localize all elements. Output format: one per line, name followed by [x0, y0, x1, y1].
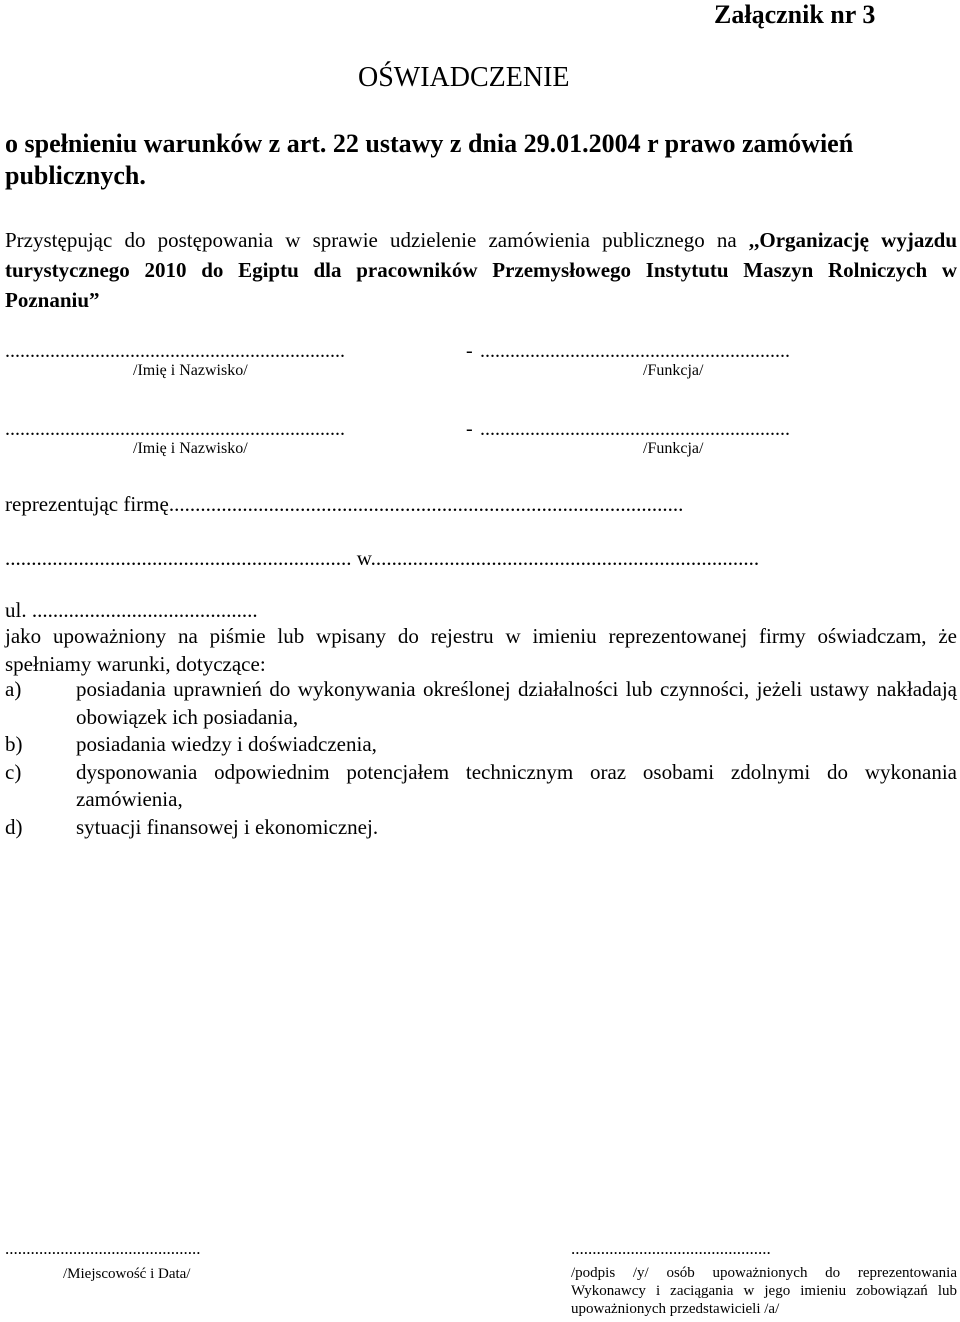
company-dots: .................................................................................................. [168, 492, 684, 516]
company-dots: .................................................................. [5, 546, 352, 570]
intro-paragraph [5, 225, 957, 315]
company-line [5, 492, 683, 517]
item-text: dysponowania odpowiednim potencjałem technicznym oraz osobami zdolnymi do wykonania zamówienia, [76, 759, 957, 811]
item-text: posiadania uprawnień do wykonywania określonej działalności lub czynności, jeżeli ustawy nakładają obowiązek ich posiadania, [76, 677, 957, 729]
company-dots: .......................................................................... [370, 546, 760, 570]
intro-prefix: Przystępując do postępowania w sprawie udzielenie zamówienia publicznego na [5, 228, 749, 252]
person-name-label: /Imię i Nazwisko/ [133, 440, 248, 457]
person-function-label: /Funkcja/ [643, 362, 704, 379]
list-item [5, 759, 957, 814]
declaration-text: jako upoważniony na piśmie lub wpisany do rejestru w imieniu reprezentowanej firmy oświadczam, że spełniamy warunki, dotyczące: [5, 624, 957, 676]
item-text: sytuacji finansowej i ekonomicznej. [76, 814, 379, 839]
company-location-line [5, 546, 759, 571]
person-function-dots: .............................................................. [480, 340, 790, 362]
signature-dots: ............................................... [571, 1239, 771, 1258]
person-separator: - [466, 418, 473, 440]
street-label: ul. [5, 598, 27, 622]
place-date-dots: .............................................. [5, 1239, 201, 1258]
item-label: a) [5, 677, 22, 701]
person-name-label: /Imię i Nazwisko/ [133, 362, 248, 379]
document-subtitle: o spełnieniu warunków z art. 22 ustawy z dnia 29.01.2004 r prawo zamówień publicznych. [5, 129, 854, 190]
person-name-dots: .................................................................... [5, 340, 345, 362]
place-date-label: /Miejscowość i Data/ [63, 1266, 191, 1282]
attachment-number: Załącznik nr 3 [714, 0, 876, 29]
company-w-label: w [356, 546, 371, 570]
list-item [5, 731, 957, 759]
person-function-dots: .............................................................. [480, 418, 790, 440]
item-label: d) [5, 814, 23, 839]
street-dots: ........................................... [31, 598, 258, 622]
street-line [5, 598, 258, 623]
list-item [5, 676, 957, 731]
person-name-dots: .................................................................... [5, 418, 345, 440]
signature-label: /podpis /y/ osób upoważnionych do reprezentowania Wykonawcy i zaciągania w jego imieniu zobowiązań lub upoważnionych przedstawicieli /a/ [571, 1265, 957, 1317]
intro-subject: ,,Organizację wyjazdu turystycznego 2010 do Egiptu dla pracowników Przemysłowego Instytutu Maszyn Rolniczych w Poznaniu” [5, 228, 957, 312]
company-label: reprezentując firmę [5, 492, 169, 516]
document-title: OŚWIADCZENIE [358, 62, 570, 93]
person-function-label: /Funkcja/ [643, 440, 704, 457]
item-label: b) [5, 732, 23, 756]
conditions-list [5, 676, 957, 841]
item-text: posiadania wiedzy i doświadczenia, [76, 732, 377, 756]
item-label: c) [5, 759, 22, 784]
person-separator: - [466, 340, 473, 362]
list-item [5, 814, 957, 842]
